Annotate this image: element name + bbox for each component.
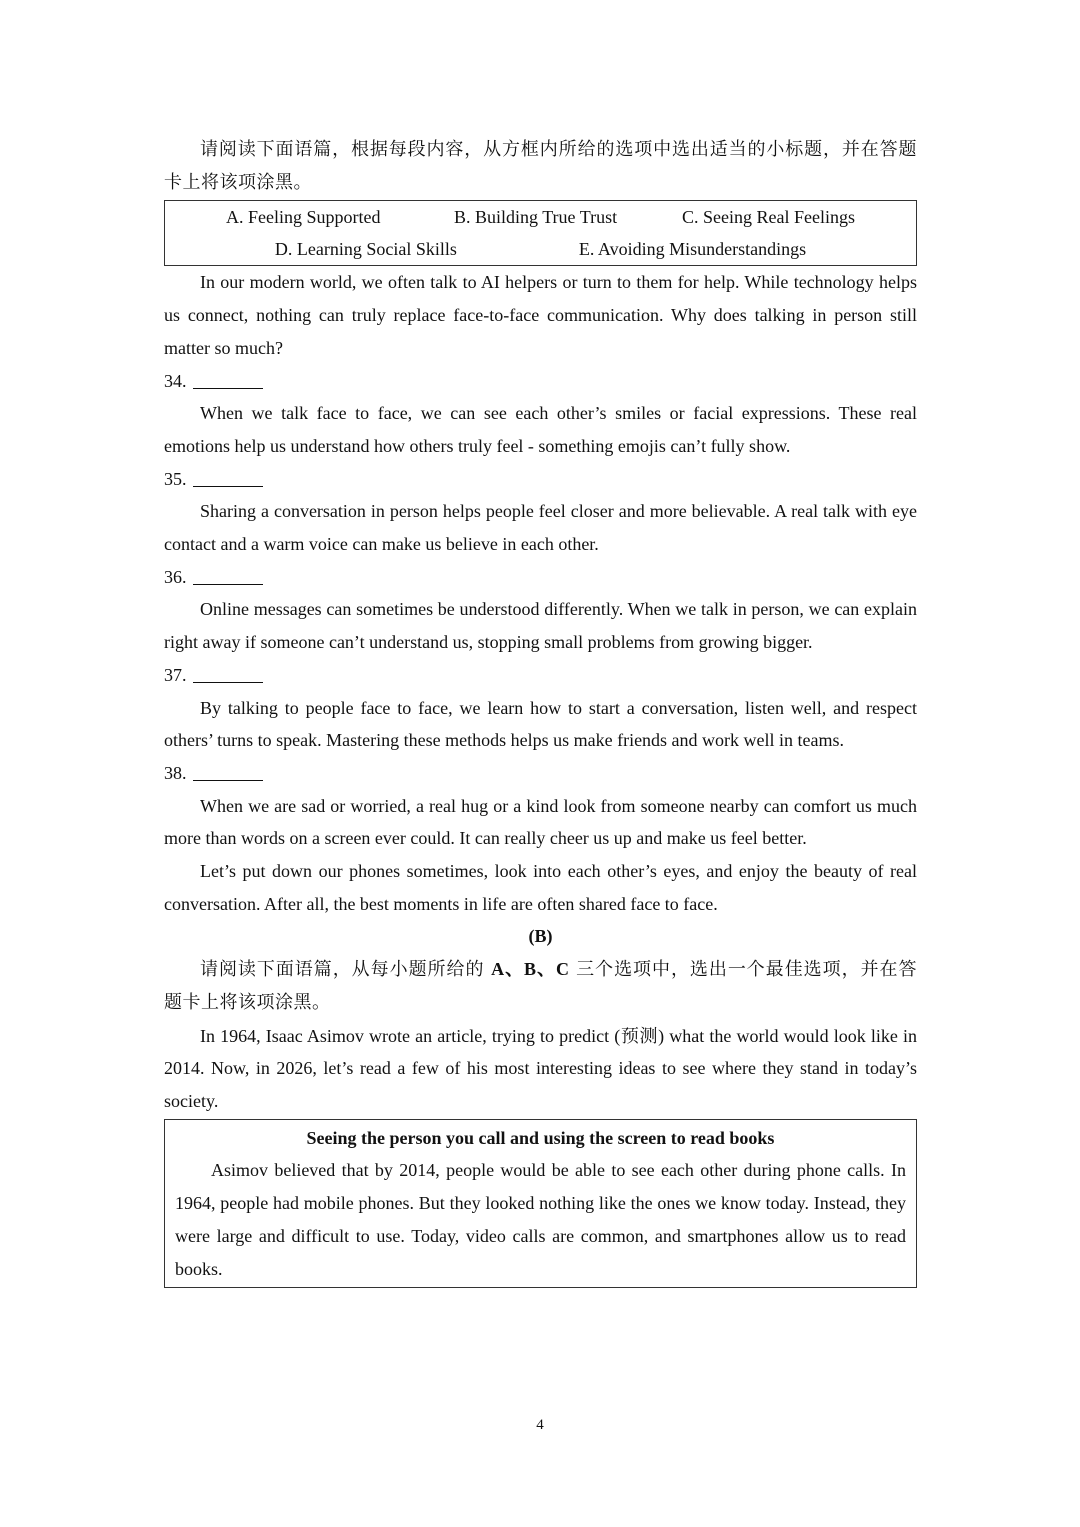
section-a-instruction: 请阅读下面语篇，根据每段内容，从方框内所给的选项中选出适当的小标题，并在答题卡上将该项涂黑。 — [164, 139, 917, 193]
question-35-number: 35. — [164, 463, 917, 496]
question-38-paragraph: When we are sad or worried, a real hug or a kind look from someone nearby can comfort us much more than words on a screen ever could. It can really cheer us up and make us feel better. — [164, 795, 917, 849]
page-number: 4 — [536, 1417, 544, 1433]
answer-blank — [193, 762, 263, 781]
article-box-text: Asimov believed that by 2014, people would be able to see each other during phone calls. In 1964, people had mobile phones. But they looked nothing like the ones we know today. Instead, they were large and difficult to use. Today, video calls are common, and smartphones allow us to read books. — [175, 1160, 906, 1279]
section-a-intro: In our modern world, we often talk to AI helpers or turn to them for help. While technology helps us connect, nothing can truly replace face-to-face communication. Why does talking in person still matter so much? — [164, 272, 917, 358]
article-box-title: Seeing the person you call and using the screen to read books — [306, 1127, 775, 1148]
section-b-label: (B) — [528, 926, 553, 947]
question-37-paragraph: By talking to people face to face, we learn how to start a conversation, listen well, and respect others’ turns to speak. Mastering these methods helps us make friends and work well in teams. — [164, 697, 917, 751]
question-38-number: 38. — [164, 757, 917, 790]
section-b-instruction: 请阅读下面语篇，从每小题所给的 A、B、C 三个选项中，选出一个最佳选项，并在答题卡上将该项涂黑。 — [164, 959, 917, 1013]
section-a-conclusion: Let’s put down our phones sometimes, look into each other’s eyes, and enjoy the beauty of real conversation. After all, the best moments in life are often shared face to face. — [164, 861, 917, 914]
article-box — [164, 1119, 917, 1289]
question-37-number: 37. — [164, 659, 917, 692]
answer-blank — [193, 370, 263, 389]
exam-page — [164, 134, 917, 1288]
option-d: D. Learning Social Skills — [274, 239, 457, 260]
answer-blank — [193, 468, 263, 487]
option-letters: A、B、C — [491, 959, 570, 980]
question-36-number: 36. — [164, 561, 917, 594]
option-c: C. Seeing Real Feelings — [682, 207, 855, 228]
question-35-paragraph: Sharing a conversation in person helps people feel closer and more believable. A real talk with eye contact and a warm voice can make us believe in each other. — [164, 501, 917, 555]
question-36-paragraph: Online messages can sometimes be understood differently. When we talk in person, we can explain right away if someone can’t understand us, stopping small problems from growing bigger. — [164, 599, 917, 653]
answer-blank — [193, 664, 263, 683]
question-34-number: 34. — [164, 365, 917, 398]
options-row-1 — [165, 201, 916, 233]
options-row-2 — [165, 233, 916, 265]
heading-options-box — [164, 200, 917, 266]
option-e: E. Avoiding Misunderstandings — [578, 239, 807, 260]
question-34-paragraph: When we talk face to face, we can see each other’s smiles or facial expressions. These real emotions help us understand how others truly feel - something emojis can’t fully show. — [164, 403, 917, 456]
option-b: B. Building True Trust — [454, 207, 618, 228]
option-a: A. Feeling Supported — [226, 207, 381, 228]
answer-blank — [193, 566, 263, 585]
section-b-intro: In 1964, Isaac Asimov wrote an article, trying to predict (预测) what the world would look like in 2014. Now, in 2026, let’s read a few of his most interesting ideas to see where they stand in today’s society. — [164, 1025, 917, 1111]
